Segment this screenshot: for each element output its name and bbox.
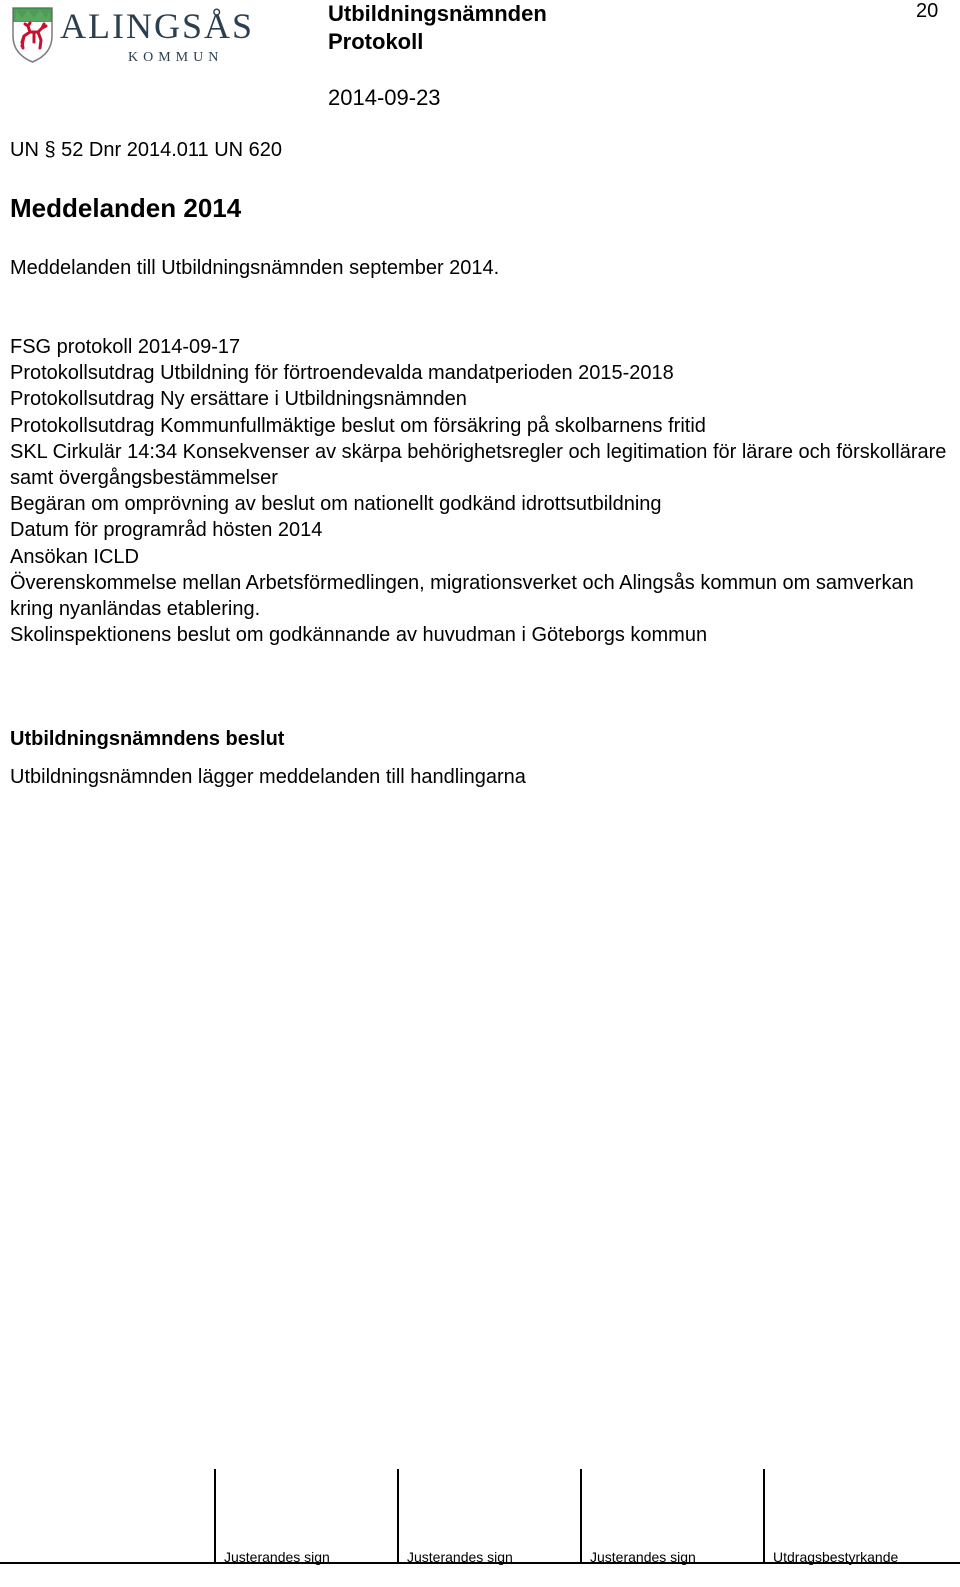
committee-title: Utbildningsnämnden — [328, 1, 547, 26]
list-item: Protokollsutdrag Ny ersättare i Utbildningsnämnden — [10, 388, 467, 411]
logo-subtext: KOMMUN — [128, 50, 224, 65]
signature-divider — [397, 1469, 399, 1564]
list-item: Skolinspektionens beslut om godkännande av huvudman i Göteborgs kommun — [10, 624, 708, 647]
signature-divider — [580, 1469, 582, 1564]
list-item: Begäran om omprövning av beslut om nationellt godkänd idrottsutbildning — [10, 493, 662, 516]
list-item: Protokollsutdrag Utbildning för förtroendevalda mandatperioden 2015-2018 — [10, 362, 674, 385]
signature-label: Justerandes sign — [407, 1549, 513, 1565]
page-number: 20 — [916, 0, 939, 22]
signature-divider — [763, 1469, 765, 1564]
meeting-date: 2014-09-23 — [328, 85, 441, 110]
decision-text: Utbildningsnämnden lägger meddelanden till handlingarna — [10, 766, 526, 788]
list-item: Protokollsutdrag Kommunfullmäktige beslut om försäkring på skolbarnens fritid — [10, 414, 706, 437]
paragraph-reference: UN § 52 Dnr 2014.011 UN 620 — [10, 139, 283, 161]
logo-text: ALINGSÅS — [60, 6, 255, 46]
list-item: Överenskommelse mellan Arbetsförmedlingen, migrationsverket och Alingsås kommun om samverkan kring nyanländas etablering. — [10, 571, 914, 621]
municipality-logo — [10, 2, 300, 66]
list-item: FSG protokoll 2014-09-17 — [10, 336, 241, 358]
signature-label: Justerandes sign — [224, 1549, 330, 1565]
list-item: Ansökan ICLD — [10, 545, 139, 568]
section-title: Meddelanden 2014 — [10, 193, 242, 223]
document-type: Protokoll — [328, 29, 424, 54]
signature-label: Justerandes sign — [590, 1549, 696, 1565]
signature-label: Utdragsbestyrkande — [773, 1549, 899, 1565]
list-item: SKL Cirkulär 14:34 Konsekvenser av skärpa behörighetsregler och legitimation för lärare och förskollärare samt övergångsbestämmelser — [10, 440, 947, 490]
intro-text: Meddelanden till Utbildningsnämnden september 2014. — [10, 257, 500, 279]
decision-heading: Utbildningsnämndens beslut — [10, 728, 285, 750]
signature-divider — [214, 1469, 216, 1564]
list-item: Datum för programråd hösten 2014 — [10, 519, 323, 542]
alingsas-coat-of-arms-icon — [10, 2, 300, 66]
message-list — [10, 334, 950, 648]
